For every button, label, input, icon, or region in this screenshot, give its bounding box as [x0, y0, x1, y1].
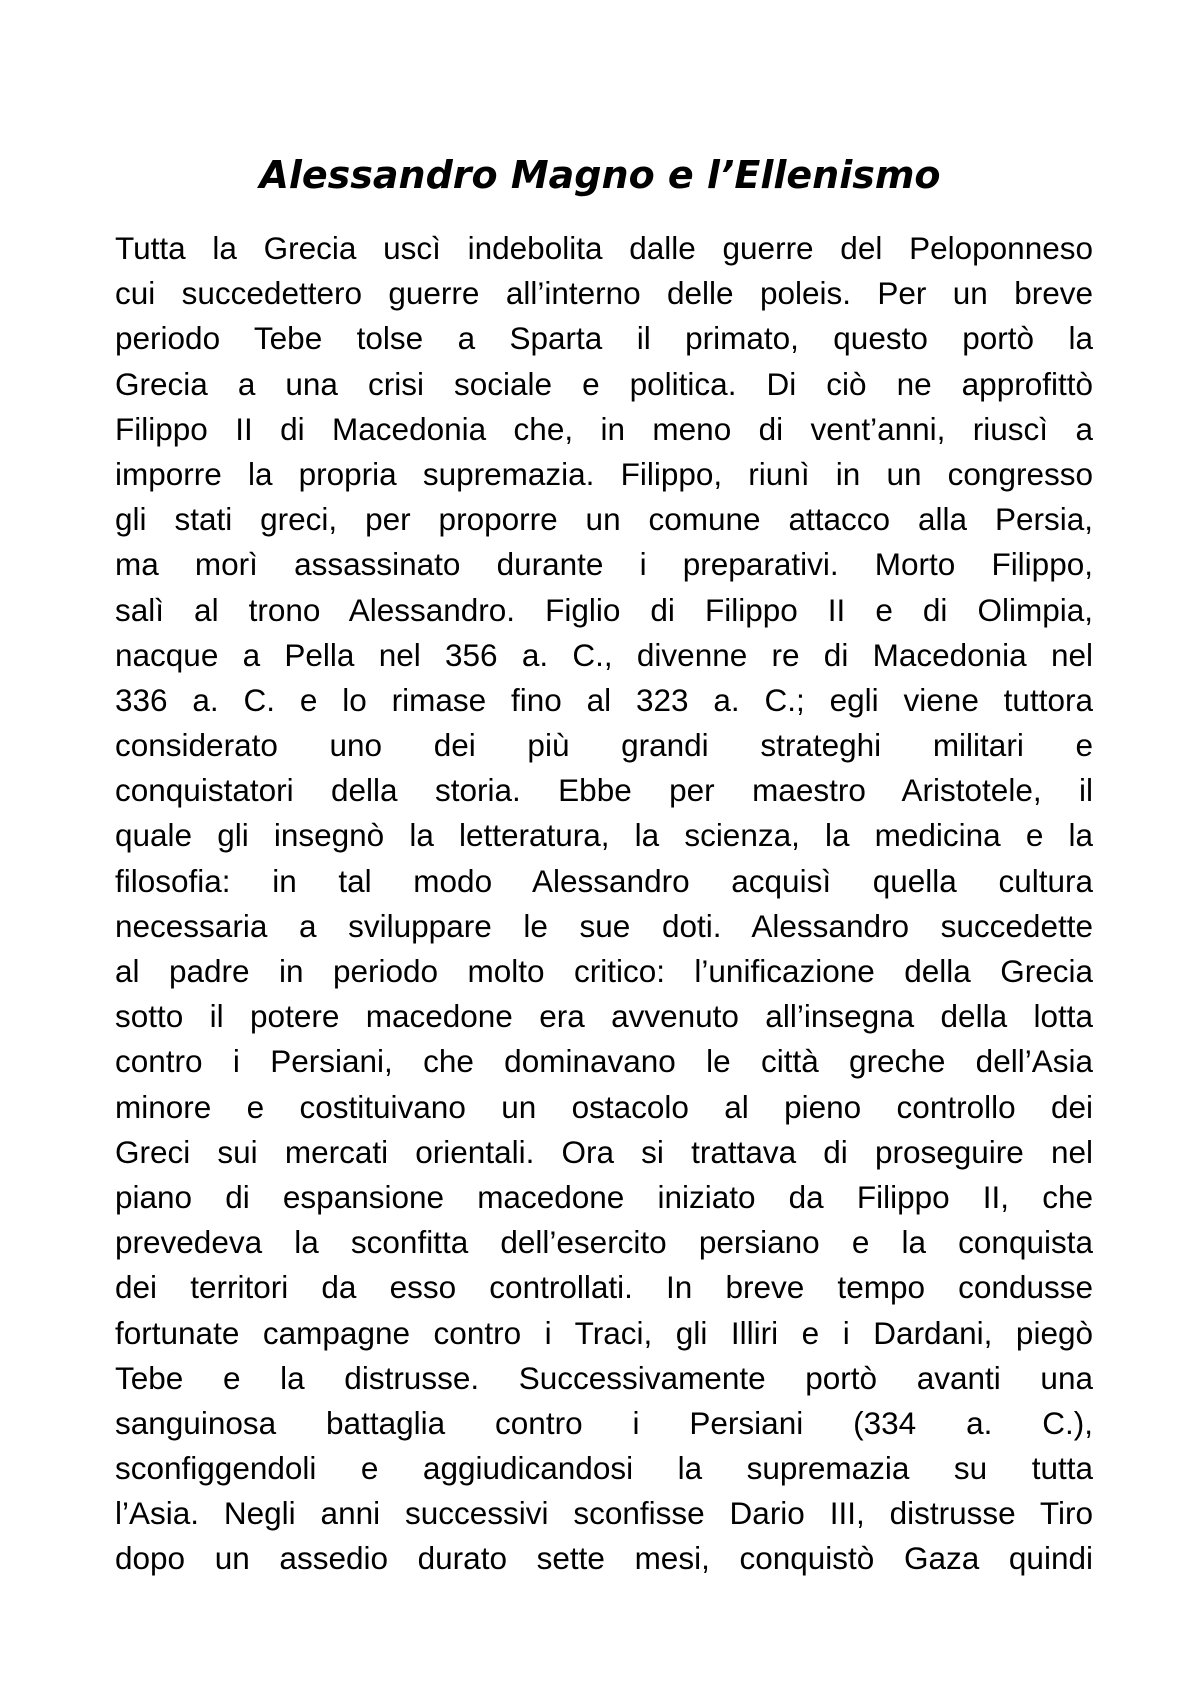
text-line: nacque a Pella nel 356 a. C., divenne re di Macedonia nel	[115, 636, 1093, 673]
text-line: cui succedettero guerre all’interno delle poleis. Per un breve	[115, 275, 1093, 312]
text-line: Greci sui mercati orientali. Ora si trattava di proseguire nel	[115, 1133, 1093, 1170]
text-line: fortunate campagne contro i Traci, gli Illiri e i Dardani, piegò	[115, 1314, 1093, 1351]
text-line: sanguinosa battaglia contro i Persiani (334 a. C.),	[115, 1404, 1093, 1441]
text-line: filosofia: in tal modo Alessandro acquisì quella cultura	[115, 862, 1093, 899]
text-line: prevedeva la sconfitta dell’esercito persiano e la conquista	[115, 1224, 1093, 1261]
document-body	[115, 226, 1093, 1582]
text-line: sotto il potere macedone era avvenuto all’insegna della lotta	[115, 998, 1093, 1035]
text-line: quale gli insegnò la letteratura, la scienza, la medicina e la	[115, 817, 1093, 854]
text-line: conquistatori della storia. Ebbe per maestro Aristotele, il	[115, 772, 1093, 809]
text-line: salì al trono Alessandro. Figlio di Filippo II e di Olimpia,	[115, 591, 1093, 628]
text-line: minore e costituivano un ostacolo al pieno controllo dei	[115, 1088, 1093, 1125]
text-line: al padre in periodo molto critico: l’unificazione della Grecia	[115, 953, 1093, 989]
text-line: periodo Tebe tolse a Sparta il primato, questo portò la	[115, 320, 1093, 357]
text-line: Grecia a una crisi sociale e politica. Di ciò ne approfittò	[115, 365, 1093, 402]
text-line: contro i Persiani, che dominavano le città greche dell’Asia	[115, 1043, 1093, 1080]
text-line: ma morì assassinato durante i preparativi. Morto Filippo,	[115, 546, 1093, 583]
text-line: Tutta la Grecia uscì indebolita dalle guerre del Peloponneso	[115, 230, 1093, 266]
text-line: dopo un assedio durato sette mesi, conquistò Gaza quindi	[115, 1540, 1093, 1577]
text-line: l’Asia. Negli anni successivi sconfisse Dario III, distrusse Tiro	[115, 1495, 1093, 1532]
text-line: dei territori da esso controllati. In breve tempo condusse	[115, 1269, 1093, 1306]
text-line: Tebe e la distrusse. Successivamente portò avanti una	[115, 1359, 1093, 1396]
text-line: gli stati greci, per proporre un comune attacco alla Persia,	[115, 501, 1093, 538]
text-line: Filippo II di Macedonia che, in meno di vent’anni, riuscì a	[115, 410, 1093, 447]
text-line: sconfiggendoli e aggiudicandosi la supremazia su tutta	[115, 1450, 1093, 1487]
document-title: Alessandro Magno e l’Ellenismo	[259, 153, 941, 197]
text-line: necessaria a sviluppare le sue doti. Alessandro succedette	[115, 907, 1093, 944]
text-line: piano di espansione macedone iniziato da Filippo II, che	[115, 1178, 1093, 1215]
text-line: imporre la propria supremazia. Filippo, riunì in un congresso	[115, 455, 1093, 492]
text-line: considerato uno dei più grandi strateghi militari e	[115, 727, 1093, 764]
text-line: 336 a. C. e lo rimase fino al 323 a. C.; egli viene tuttora	[115, 681, 1093, 718]
